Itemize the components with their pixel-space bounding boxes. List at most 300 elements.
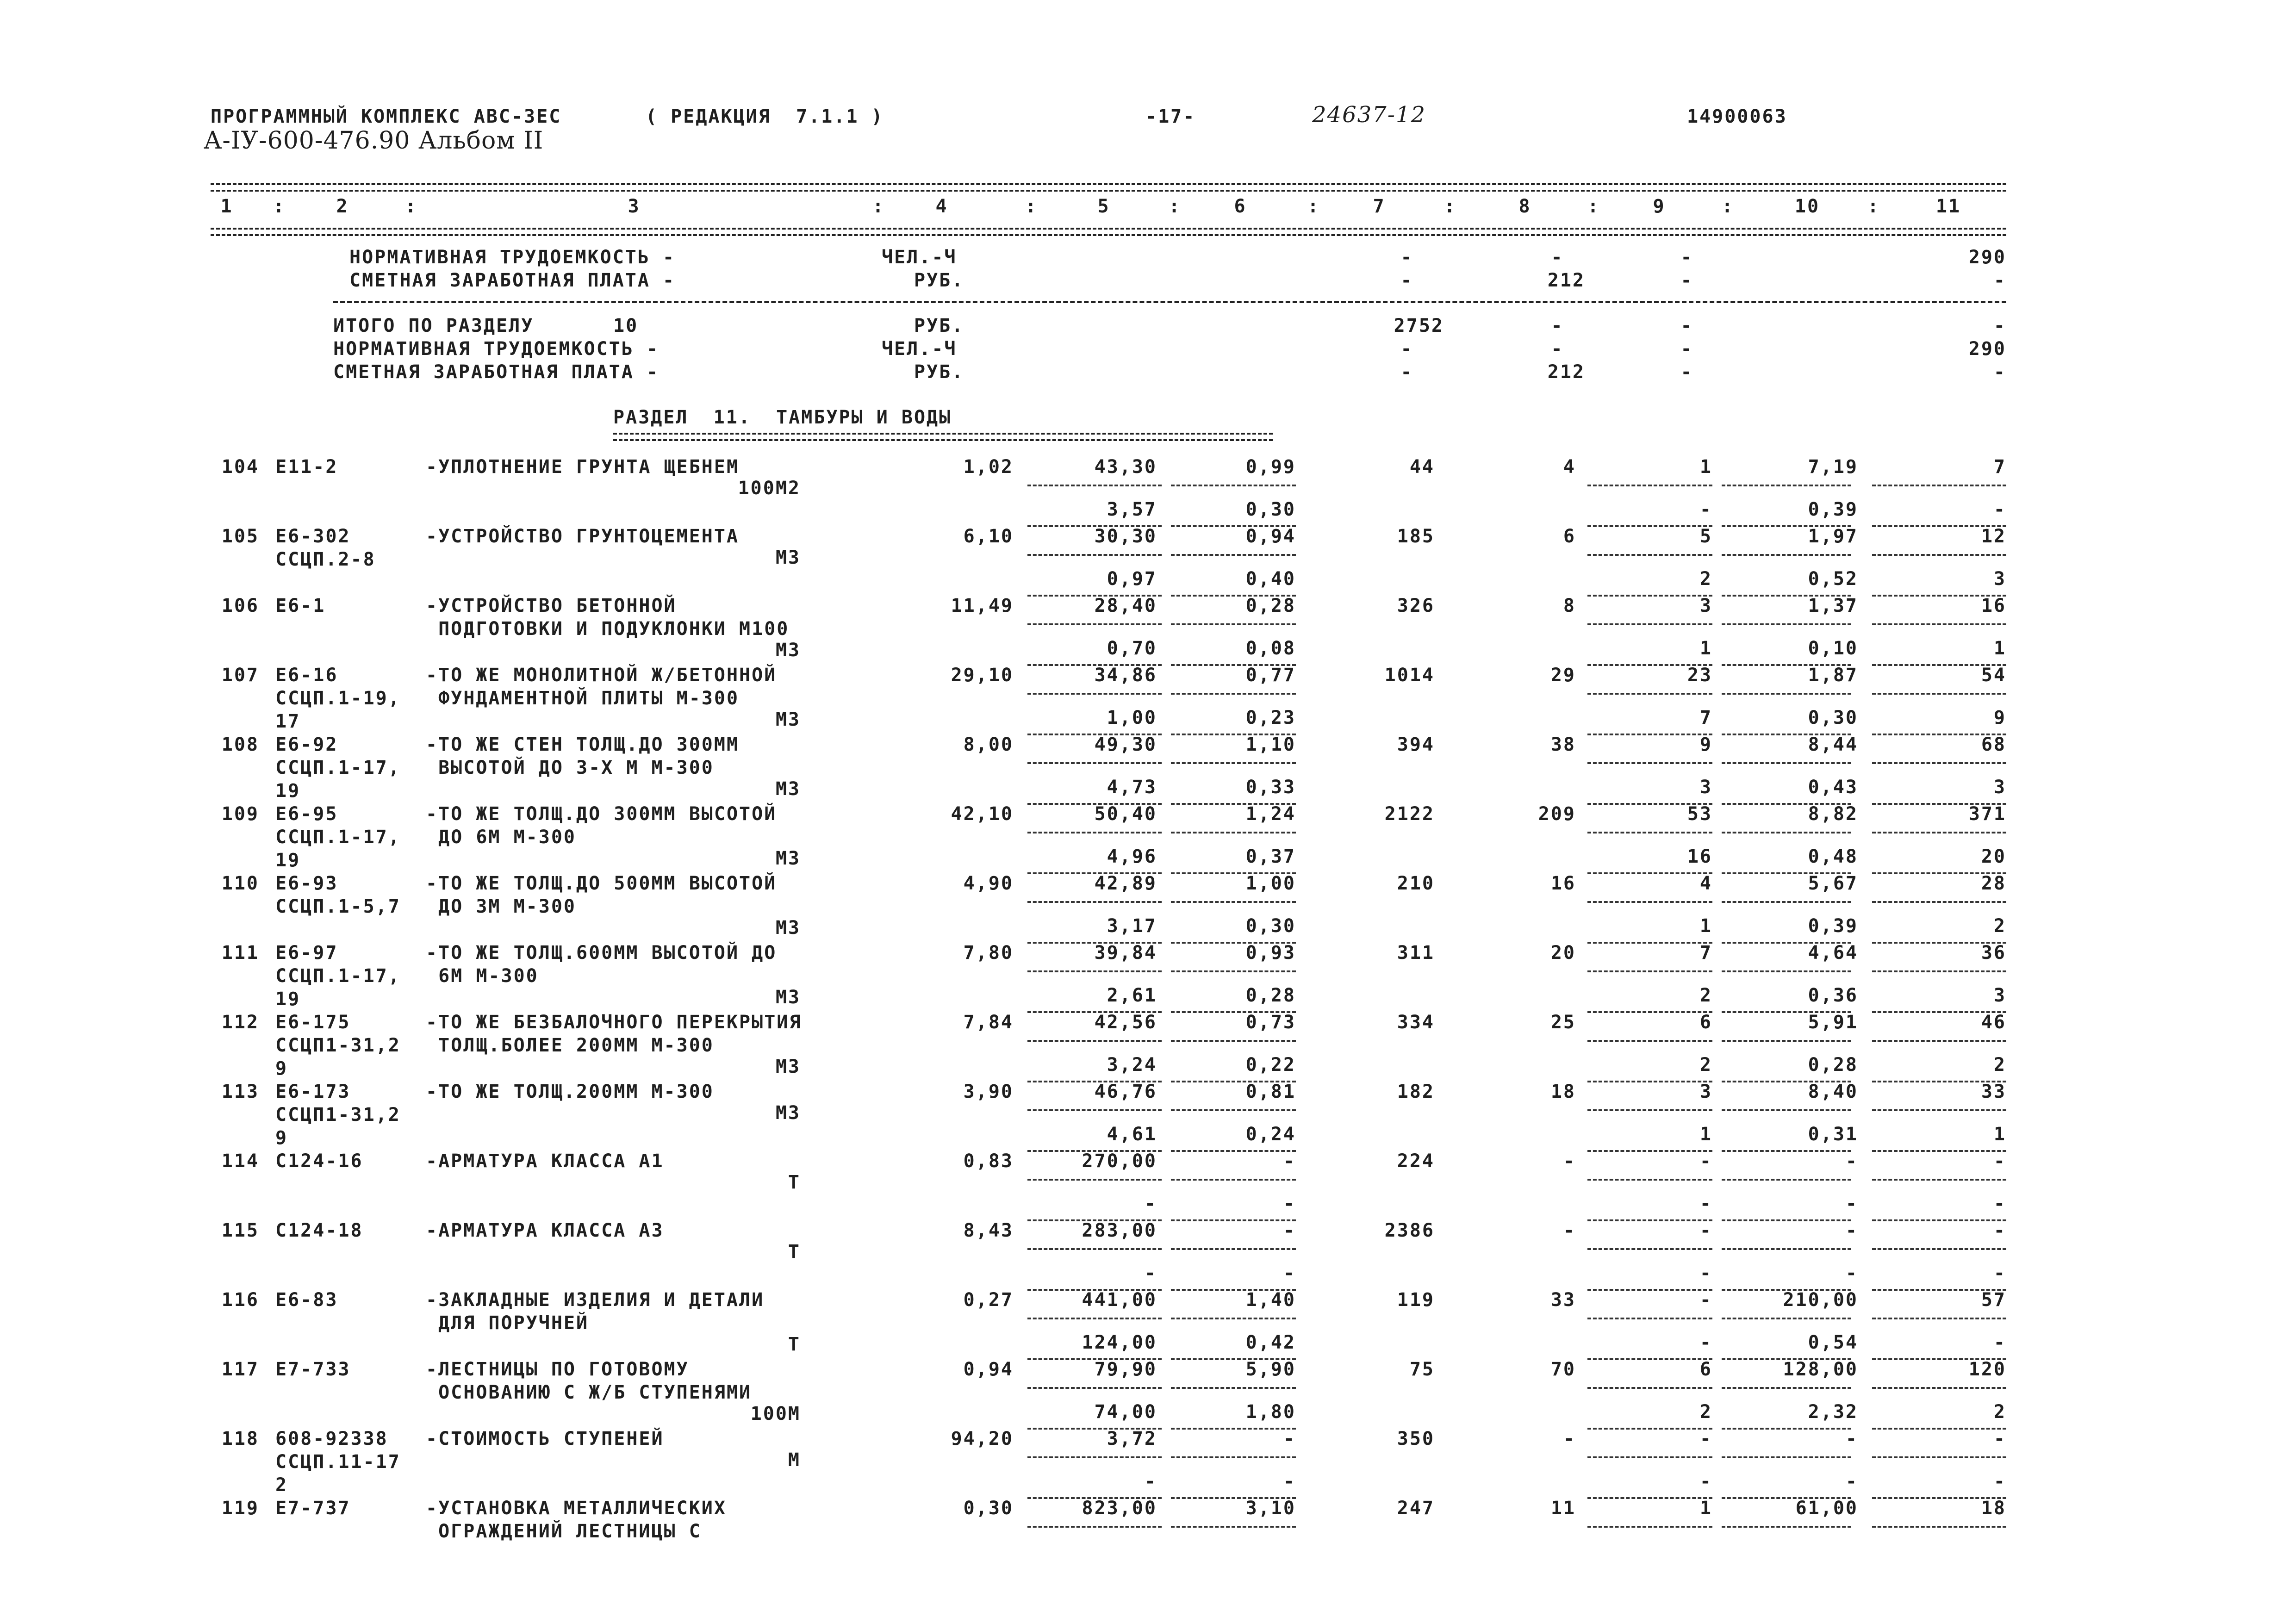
row-total-wage: 33 — [1550, 1289, 1576, 1311]
row-unit-cost: 28,40 — [1094, 595, 1157, 616]
row-col9: 6 — [1699, 1012, 1712, 1033]
row-unit-cost: 441,00 — [1082, 1289, 1157, 1311]
row-sub-unit-wage: 0,30 — [1245, 915, 1296, 937]
row-quantity: 94,20 — [951, 1428, 1014, 1449]
column-header-3: 3 — [628, 196, 641, 217]
row-sub-col11: 20 — [1981, 846, 2006, 867]
row-col11: 16 — [1981, 595, 2006, 616]
cell-divider — [1722, 762, 1851, 764]
cell-divider — [1171, 970, 1296, 972]
row-sub-col10: 0,39 — [1808, 915, 1858, 937]
row-col11: - — [1993, 1428, 2006, 1449]
row-col9: - — [1699, 1150, 1712, 1172]
total-section-no: 10 — [613, 315, 639, 336]
cell-divider — [1722, 485, 1851, 486]
row-unit: Т — [788, 1172, 801, 1193]
row-total-wage: 38 — [1550, 734, 1576, 755]
row-sub-unit-wage: 1,80 — [1245, 1401, 1296, 1423]
row-description: ОСНОВАНИЮ С Ж/Б СТУПЕНЯМИ — [426, 1382, 752, 1403]
row-code: С124-18 — [275, 1220, 363, 1241]
row-quantity: 7,84 — [963, 1012, 1014, 1033]
total-c7: 2752 — [1394, 315, 1444, 336]
row-col10: 210,00 — [1783, 1289, 1858, 1311]
row-code: ССЦП.2-8 — [275, 549, 376, 570]
row-col9: 3 — [1699, 1081, 1712, 1102]
edition: ( РЕДАКЦИЯ 7.1.1 ) — [646, 106, 884, 127]
row-number: 114 — [221, 1150, 259, 1172]
row-total-cost: 394 — [1397, 734, 1435, 755]
row-code: Е7-733 — [275, 1359, 351, 1380]
row-unit-cost: 283,00 — [1082, 1220, 1157, 1241]
row-unit-wage: 0,73 — [1245, 1012, 1296, 1033]
row-sub-unit-cost: - — [1144, 1193, 1157, 1214]
row-description: -АРМАТУРА КЛАССА А3 — [426, 1220, 664, 1241]
total-wage-label: СМЕТНАЯ ЗАРАБОТНАЯ ПЛАТА - — [333, 361, 660, 383]
row-code: Е7-737 — [275, 1498, 351, 1519]
row-col11: - — [1993, 1220, 2006, 1241]
row-unit-wage: 0,28 — [1245, 595, 1296, 616]
row-number: 107 — [221, 665, 259, 686]
row-col11: 68 — [1981, 734, 2006, 755]
pre-labor-c8: - — [1551, 247, 1564, 268]
cell-divider — [1171, 832, 1296, 833]
row-unit-wage: 1,00 — [1245, 873, 1296, 894]
row-description: -СТОИМОСТЬ СТУПЕНЕЙ — [426, 1428, 664, 1449]
cell-divider — [1872, 485, 2006, 486]
total-unit: РУБ. — [914, 315, 964, 336]
row-description: -ЗАКЛАДНЫЕ ИЗДЕЛИЯ И ДЕТАЛИ — [426, 1289, 765, 1311]
row-code: ССЦП.1-19, — [275, 688, 401, 709]
row-sub-unit-cost: 3,24 — [1107, 1054, 1157, 1076]
row-unit: М3 — [775, 987, 801, 1008]
row-unit-wage: - — [1283, 1220, 1296, 1241]
row-col11: 12 — [1981, 526, 2006, 547]
cell-divider — [1027, 554, 1162, 556]
row-unit-wage: 1,24 — [1245, 803, 1296, 825]
row-col9: - — [1699, 1289, 1712, 1311]
row-unit: Т — [788, 1334, 801, 1355]
row-code: ССЦП.1-17, — [275, 757, 401, 778]
cell-divider — [1027, 1109, 1162, 1111]
row-sub-col10: 0,31 — [1808, 1124, 1858, 1145]
pre-wage-c11: - — [1993, 270, 2006, 291]
cell-divider — [1722, 1318, 1851, 1319]
row-sub-col10: 0,28 — [1808, 1054, 1858, 1076]
row-unit-cost: 46,76 — [1094, 1081, 1157, 1102]
row-sub-col10: - — [1845, 1471, 1858, 1492]
row-total-cost: 311 — [1397, 942, 1435, 964]
total-wage-c9: - — [1680, 361, 1693, 383]
row-sub-col11: 2 — [1993, 1054, 2006, 1076]
row-description: -ТО ЖЕ ТОЛЩ.600ММ ВЫСОТОЙ ДО — [426, 942, 777, 964]
row-quantity: 11,49 — [951, 595, 1014, 616]
row-col10: 4,64 — [1808, 942, 1858, 964]
row-unit-cost: 823,00 — [1082, 1498, 1157, 1519]
row-quantity: 4,90 — [963, 873, 1014, 894]
cell-divider — [1722, 1456, 1851, 1458]
row-code: Е6-83 — [275, 1289, 338, 1311]
cell-divider — [1171, 693, 1296, 695]
row-col9: 9 — [1699, 734, 1712, 755]
row-col10: 61,00 — [1795, 1498, 1858, 1519]
row-total-wage: - — [1563, 1150, 1576, 1172]
pre-wage-c7: - — [1400, 270, 1413, 291]
total-labor-unit: ЧЕЛ.-Ч — [882, 338, 957, 360]
cell-divider — [1027, 832, 1162, 833]
row-total-cost: 2386 — [1384, 1220, 1435, 1241]
cell-divider — [1171, 1109, 1296, 1111]
column-header-9: 9 — [1653, 196, 1666, 217]
total-label: ИТОГО ПО РАЗДЕЛУ — [333, 315, 534, 336]
cell-divider — [1587, 762, 1712, 764]
cell-divider — [1722, 1248, 1851, 1250]
cell-divider — [1171, 762, 1296, 764]
row-col9: 3 — [1699, 595, 1712, 616]
cell-divider — [1722, 693, 1851, 695]
cell-divider — [1722, 1526, 1851, 1528]
row-unit-wage: 0,94 — [1245, 526, 1296, 547]
row-col10: 8,44 — [1808, 734, 1858, 755]
cell-divider — [1027, 623, 1162, 625]
row-sub-unit-cost: 2,61 — [1107, 985, 1157, 1006]
row-code: ССЦП.1-5,7 — [275, 896, 401, 917]
row-code: 608-92338 — [275, 1428, 388, 1449]
pre-wage-c9: - — [1680, 270, 1693, 291]
total-wage-c8: 212 — [1547, 361, 1585, 383]
column-separator: : — [405, 196, 418, 217]
row-code: Е6-1 — [275, 595, 326, 616]
row-sub-unit-cost: 74,00 — [1094, 1401, 1157, 1423]
row-sub-unit-cost: 1,00 — [1107, 707, 1157, 728]
row-sub-col11: 3 — [1993, 777, 2006, 798]
row-sub-col11: - — [1993, 499, 2006, 520]
row-sub-col9: 1 — [1699, 915, 1712, 937]
cell-divider — [1587, 693, 1712, 695]
row-col10: 128,00 — [1783, 1359, 1858, 1380]
cell-divider — [1722, 623, 1851, 625]
row-description: ДО 6М М-300 — [426, 827, 576, 848]
handwritten-number: 24637-12 — [1312, 102, 1426, 128]
row-unit: М3 — [775, 640, 801, 661]
row-unit: М3 — [775, 917, 801, 939]
row-unit: М3 — [775, 848, 801, 869]
pre-wage-label: СМЕТНАЯ ЗАРАБОТНАЯ ПЛАТА - — [349, 270, 676, 291]
row-unit-cost: 42,89 — [1094, 873, 1157, 894]
row-code: 2 — [275, 1474, 288, 1496]
cell-divider — [1171, 1387, 1296, 1389]
cell-divider — [1171, 1456, 1296, 1458]
total-wage-unit: РУБ. — [914, 361, 964, 383]
pre-labor-c7: - — [1400, 247, 1413, 268]
row-quantity: 8,00 — [963, 734, 1014, 755]
row-total-wage: 6 — [1563, 526, 1576, 547]
pre-wage-c8: 212 — [1547, 270, 1585, 291]
row-col9: 1 — [1699, 456, 1712, 478]
row-sub-unit-cost: 0,70 — [1107, 638, 1157, 659]
row-col9: - — [1699, 1220, 1712, 1241]
column-header-2: 2 — [336, 196, 349, 217]
row-number: 108 — [221, 734, 259, 755]
row-sub-unit-wage: 0,37 — [1245, 846, 1296, 867]
row-sub-col9: 16 — [1687, 846, 1712, 867]
row-number: 113 — [221, 1081, 259, 1102]
column-separator: : — [1587, 196, 1600, 217]
row-unit: М3 — [775, 778, 801, 800]
row-unit-cost: 43,30 — [1094, 456, 1157, 478]
row-description: -ТО ЖЕ ТОЛЩ.ДО 300ММ ВЫСОТОЙ — [426, 803, 777, 825]
cell-divider — [1872, 1387, 2006, 1389]
row-col9: - — [1699, 1428, 1712, 1449]
row-sub-col11: 3 — [1993, 985, 2006, 1006]
row-sub-col10: 0,36 — [1808, 985, 1858, 1006]
row-quantity: 6,10 — [963, 526, 1014, 547]
row-number: 111 — [221, 942, 259, 964]
row-quantity: 0,94 — [963, 1359, 1014, 1380]
row-description: -УСТАНОВКА МЕТАЛЛИЧЕСКИХ — [426, 1498, 727, 1519]
row-description: ТОЛЩ.БОЛЕЕ 200ММ М-300 — [426, 1035, 714, 1056]
row-total-wage: 209 — [1538, 803, 1576, 825]
cell-divider — [1587, 1248, 1712, 1250]
row-code: Е6-173 — [275, 1081, 351, 1102]
row-col11: 33 — [1981, 1081, 2006, 1102]
row-col10: 1,37 — [1808, 595, 1858, 616]
row-code: 19 — [275, 780, 301, 802]
column-separator: : — [1444, 196, 1457, 217]
row-number: 118 — [221, 1428, 259, 1449]
cell-divider — [1722, 554, 1851, 556]
row-total-wage: 11 — [1550, 1498, 1576, 1519]
row-sub-unit-cost: 0,97 — [1107, 568, 1157, 590]
row-col11: 28 — [1981, 873, 2006, 894]
row-col10: 7,19 — [1808, 456, 1858, 478]
cell-divider — [1872, 1109, 2006, 1111]
row-col11: 18 — [1981, 1498, 2006, 1519]
row-unit-wage: 0,93 — [1245, 942, 1296, 964]
cell-divider — [1722, 1387, 1851, 1389]
cell-divider — [1872, 1456, 2006, 1458]
column-header-1: 1 — [220, 196, 233, 217]
cell-divider — [1587, 1109, 1712, 1111]
row-sub-col9: 2 — [1699, 1054, 1712, 1076]
row-description: -ТО ЖЕ ТОЛЩ.ДО 500ММ ВЫСОТОЙ — [426, 873, 777, 894]
row-total-cost: 326 — [1397, 595, 1435, 616]
row-total-wage: - — [1563, 1220, 1576, 1241]
row-col11: 57 — [1981, 1289, 2006, 1311]
row-sub-col10: 0,43 — [1808, 777, 1858, 798]
cell-divider — [1587, 1456, 1712, 1458]
row-sub-col9: 1 — [1699, 1124, 1712, 1145]
cell-divider — [1587, 832, 1712, 833]
cell-divider — [1171, 623, 1296, 625]
row-sub-col11: - — [1993, 1332, 2006, 1353]
cell-divider — [1027, 970, 1162, 972]
program-title: ПРОГРАММНЫЙ КОМПЛЕКС АВС-3ЕС — [211, 106, 562, 127]
row-sub-col9: 2 — [1699, 1401, 1712, 1423]
row-sub-col9: - — [1699, 1262, 1712, 1284]
row-number: 106 — [221, 595, 259, 616]
row-total-wage: 20 — [1550, 942, 1576, 964]
row-col11: 36 — [1981, 942, 2006, 964]
cell-divider — [1872, 762, 2006, 764]
row-unit-wage: 0,77 — [1245, 665, 1296, 686]
row-total-cost: 44 — [1409, 456, 1435, 478]
row-sub-col10: 0,39 — [1808, 499, 1858, 520]
row-sub-unit-wage: 0,40 — [1245, 568, 1296, 590]
cell-divider — [1027, 1526, 1162, 1528]
row-number: 109 — [221, 803, 259, 825]
row-total-wage: 16 — [1550, 873, 1576, 894]
row-sub-col9: 7 — [1699, 707, 1712, 728]
row-number: 116 — [221, 1289, 259, 1311]
row-sub-col11: 2 — [1993, 1401, 2006, 1423]
row-description: 6М М-300 — [426, 965, 539, 987]
row-description: -УСТРОЙСТВО ГРУНТОЦЕМЕНТА — [426, 526, 740, 547]
row-number: 105 — [221, 526, 259, 547]
row-col9: 5 — [1699, 526, 1712, 547]
row-sub-col9: 2 — [1699, 985, 1712, 1006]
row-total-wage: 18 — [1550, 1081, 1576, 1102]
column-header-4: 4 — [935, 196, 948, 217]
header-bottom-rule — [211, 228, 2006, 236]
row-unit-cost: 34,86 — [1094, 665, 1157, 686]
row-sub-unit-wage: 0,24 — [1245, 1124, 1296, 1145]
row-quantity: 29,10 — [951, 665, 1014, 686]
cell-divider — [1171, 485, 1296, 486]
row-sub-col10: 0,30 — [1808, 707, 1858, 728]
row-col10: - — [1845, 1428, 1858, 1449]
row-total-cost: 210 — [1397, 873, 1435, 894]
cell-divider — [1171, 1318, 1296, 1319]
row-sub-unit-wage: - — [1283, 1471, 1296, 1492]
row-description: -ЛЕСТНИЦЫ ПО ГОТОВОМУ — [426, 1359, 689, 1380]
row-col10: 1,97 — [1808, 526, 1858, 547]
row-col9: 53 — [1687, 803, 1712, 825]
row-sub-col11: 2 — [1993, 915, 2006, 937]
row-code: 9 — [275, 1127, 288, 1149]
cell-divider — [1872, 693, 2006, 695]
row-total-cost: 334 — [1397, 1012, 1435, 1033]
row-description: -АРМАТУРА КЛАССА А1 — [426, 1150, 664, 1172]
row-total-wage: 8 — [1563, 595, 1576, 616]
row-unit-cost: 42,56 — [1094, 1012, 1157, 1033]
row-quantity: 0,27 — [963, 1289, 1014, 1311]
row-sub-unit-cost: 3,57 — [1107, 499, 1157, 520]
row-sub-col10: 0,54 — [1808, 1332, 1858, 1353]
cell-divider — [1587, 1387, 1712, 1389]
row-sub-unit-wage: 0,33 — [1245, 777, 1296, 798]
row-sub-col9: - — [1699, 1332, 1712, 1353]
column-separator: : — [1025, 196, 1038, 217]
section-title: РАЗДЕЛ 11. ТАМБУРЫ И ВОДЫ — [613, 407, 952, 428]
row-code: 17 — [275, 711, 301, 732]
row-sub-col11: - — [1993, 1262, 2006, 1284]
row-number: 117 — [221, 1359, 259, 1380]
row-unit-wage: 0,99 — [1245, 456, 1296, 478]
row-sub-unit-cost: - — [1144, 1262, 1157, 1284]
cell-divider — [1171, 1248, 1296, 1250]
row-total-cost: 185 — [1397, 526, 1435, 547]
row-sub-col10: 0,48 — [1808, 846, 1858, 867]
pre-labor-c11: 290 — [1968, 247, 2006, 268]
row-unit: М — [788, 1449, 801, 1471]
cell-divider — [1872, 1040, 2006, 1042]
pre-wage-unit: РУБ. — [914, 270, 964, 291]
section-title-underline — [613, 433, 1273, 441]
cell-divider — [1872, 970, 2006, 972]
column-separator: : — [1722, 196, 1735, 217]
total-c9: - — [1680, 315, 1693, 336]
row-sub-col11: 1 — [1993, 1124, 2006, 1145]
row-sub-col10: - — [1845, 1193, 1858, 1214]
row-quantity: 0,30 — [963, 1498, 1014, 1519]
row-col10: 5,91 — [1808, 1012, 1858, 1033]
row-code: Е6-97 — [275, 942, 338, 964]
cell-divider — [1587, 554, 1712, 556]
row-description: -УСТРОЙСТВО БЕТОННОЙ — [426, 595, 677, 616]
row-sub-col10: 2,32 — [1808, 1401, 1858, 1423]
column-header-10: 10 — [1794, 196, 1820, 217]
cell-divider — [1027, 1456, 1162, 1458]
row-code: Е6-16 — [275, 665, 338, 686]
row-unit: 100М — [750, 1403, 801, 1424]
cell-divider — [1872, 1526, 2006, 1528]
row-sub-col10: 0,10 — [1808, 638, 1858, 659]
row-sub-unit-wage: 0,22 — [1245, 1054, 1296, 1076]
total-labor-c9: - — [1680, 338, 1693, 360]
row-total-wage: 70 — [1550, 1359, 1576, 1380]
row-col10: 1,87 — [1808, 665, 1858, 686]
row-sub-unit-cost: 3,17 — [1107, 915, 1157, 937]
row-unit-wage: 1,10 — [1245, 734, 1296, 755]
total-labor-label: НОРМАТИВНАЯ ТРУДОЕМКОСТЬ - — [333, 338, 660, 360]
row-sub-col9: - — [1699, 1193, 1712, 1214]
document-code: 14900063 — [1687, 106, 1787, 127]
row-total-wage: 25 — [1550, 1012, 1576, 1033]
cell-divider — [1722, 901, 1851, 903]
row-unit: 100М2 — [738, 478, 801, 499]
row-col9: 4 — [1699, 873, 1712, 894]
row-unit: Т — [788, 1241, 801, 1262]
row-code: ССЦП1-31,2 — [275, 1104, 401, 1126]
row-description: -ТО ЖЕ СТЕН ТОЛЩ.ДО 300ММ — [426, 734, 740, 755]
row-sub-unit-wage: - — [1283, 1262, 1296, 1284]
row-sub-unit-cost: - — [1144, 1471, 1157, 1492]
cell-divider — [1587, 901, 1712, 903]
row-code: Е6-93 — [275, 873, 338, 894]
row-number: 115 — [221, 1220, 259, 1241]
row-code: Е6-92 — [275, 734, 338, 755]
cell-divider — [1587, 1318, 1712, 1319]
column-separator: : — [1169, 196, 1182, 217]
cell-divider — [1872, 832, 2006, 833]
cell-divider — [1722, 1179, 1851, 1181]
cell-divider — [1027, 1387, 1162, 1389]
row-total-cost: 2122 — [1384, 803, 1435, 825]
row-code: ССЦП1-31,2 — [275, 1035, 401, 1056]
row-sub-unit-wage: 0,30 — [1245, 499, 1296, 520]
cell-divider — [1171, 1179, 1296, 1181]
row-total-wage: - — [1563, 1428, 1576, 1449]
row-number: 104 — [221, 456, 259, 478]
row-unit: М3 — [775, 709, 801, 730]
column-header-11: 11 — [1935, 196, 1961, 217]
cell-divider — [1722, 832, 1851, 833]
row-sub-unit-wage: - — [1283, 1193, 1296, 1214]
row-sub-col9: 2 — [1699, 568, 1712, 590]
row-col11: 46 — [1981, 1012, 2006, 1033]
row-sub-col11: - — [1993, 1471, 2006, 1492]
row-code: С124-16 — [275, 1150, 363, 1172]
